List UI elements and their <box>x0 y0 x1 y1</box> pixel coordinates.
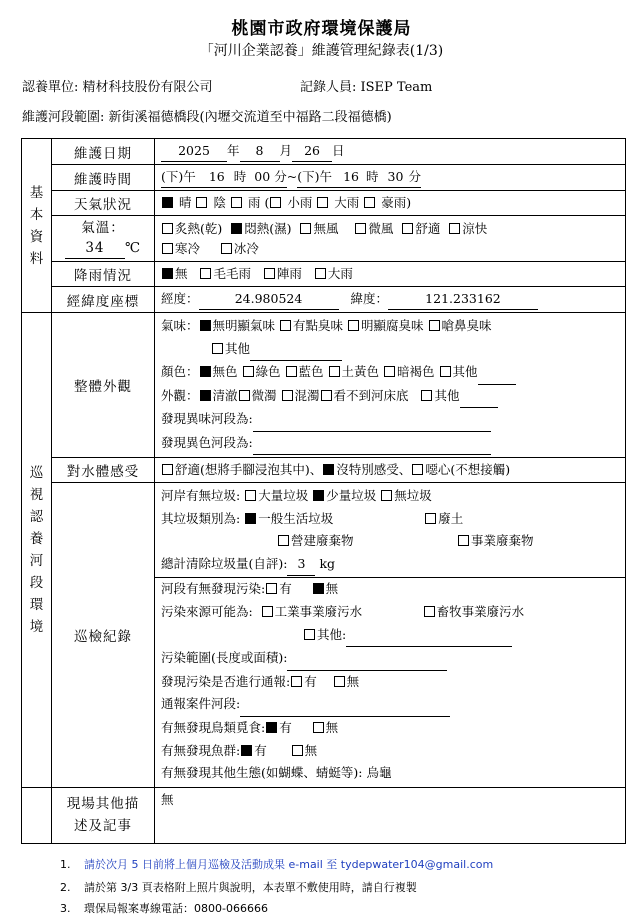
coordinate-label: 經緯度座標 <box>52 287 155 313</box>
appearance-options: 氣味： 無明顯氣味 有點臭味 明顯腐臭味 嗆鼻臭味 其他 顏色： 無色 綠色 藍色 土黃色 暗褐色 其他 外觀： 清澈 微濁 混濁 看不到河床底 其他 發現異味河段為: 發現異色河段為: <box>155 313 626 458</box>
checkbox-checked-icon[interactable] <box>245 513 256 524</box>
checkbox-checked-icon[interactable] <box>162 268 173 279</box>
checkbox-icon[interactable] <box>221 243 232 254</box>
checkbox-icon[interactable] <box>278 535 289 546</box>
checkbox-icon[interactable] <box>355 223 366 234</box>
temperature-cell: 氣溫： 34 ℃ <box>52 216 155 262</box>
water-feel-label: 對水體感受 <box>52 458 155 483</box>
water-feel-options: 舒適(想將手腳浸泡其中)、 沒特別感受、 噁心(不想接觸) <box>155 458 626 483</box>
checkbox-icon[interactable] <box>162 464 173 475</box>
color-section-label: 發現異色河段為: <box>161 434 253 450</box>
section-basic: 基本資料 <box>22 139 52 313</box>
rain-options: 無 毛毛雨 陣雨 大雨 <box>155 262 626 287</box>
adopting-unit: 認養單位: 精材科技股份有限公司 <box>22 80 213 95</box>
checkbox-icon[interactable] <box>449 223 460 234</box>
checkbox-icon[interactable] <box>364 197 375 208</box>
appearance-label: 整體外觀 <box>52 313 155 458</box>
checkbox-icon[interactable] <box>162 243 173 254</box>
checkbox-icon[interactable] <box>200 268 211 279</box>
date-value: 2025 年 8 月 26 日 <box>155 139 626 165</box>
checkbox-icon[interactable] <box>440 366 451 377</box>
checkbox-icon[interactable] <box>270 197 281 208</box>
time-value: (下)午 16 時 00 分~(下)午 16 時 30 分 <box>155 165 626 191</box>
checkbox-checked-icon[interactable] <box>231 223 242 234</box>
checkbox-icon[interactable] <box>412 464 423 475</box>
note-1-text[interactable]: 請於次月 5 日前將上個月巡檢及活動成果 e-mail 至 tydepwater104@gmail.com <box>84 858 494 871</box>
checkbox-icon[interactable] <box>429 320 440 331</box>
coordinate-value: 經度： 24.980524 緯度： 121.233162 <box>155 287 626 313</box>
checkbox-icon[interactable] <box>321 390 332 401</box>
checkbox-icon[interactable] <box>162 223 173 234</box>
section-patrol: 巡視認養河段環境 <box>22 313 52 788</box>
checkbox-checked-icon[interactable] <box>241 745 252 756</box>
document-title: 桃園市政府環境保護局 <box>231 19 412 39</box>
checkbox-icon[interactable] <box>243 366 254 377</box>
remarks-label: 現場其他描述及記事 <box>52 787 155 843</box>
note-1: 1. 請於次月 5 日前將上個月巡檢及活動成果 e-mail 至 tydepwater104@gmail.com <box>60 858 494 871</box>
checkbox-icon[interactable] <box>315 268 326 279</box>
checkbox-checked-icon[interactable] <box>200 366 211 377</box>
checkbox-icon[interactable] <box>329 366 340 377</box>
checkbox-icon[interactable] <box>266 583 277 594</box>
note-3: 3. 環保局報案專線電話：0800-066666 <box>60 902 268 915</box>
note-3-text: 環保局報案專線電話：0800-066666 <box>84 902 268 915</box>
checkbox-icon[interactable] <box>421 390 432 401</box>
rain-label: 降雨情況 <box>52 262 155 287</box>
checkbox-icon[interactable] <box>280 320 291 331</box>
checkbox-icon[interactable] <box>313 722 324 733</box>
checkbox-checked-icon[interactable] <box>313 583 324 594</box>
checkbox-icon[interactable] <box>425 513 436 524</box>
checkbox-icon[interactable] <box>239 390 250 401</box>
odor-section-label: 發現異味河段為: <box>161 411 253 426</box>
remarks-spacer <box>22 787 52 843</box>
inspection-record: 河岸有無垃圾: 大量垃圾 少量垃圾 無垃圾 其垃圾類別為: 一般生活垃圾 廢土 營建廢棄物 事業廢棄物 總計清除垃圾量(自評): 3 kg 河段有無發現污染: 有 無 污染來源可能為: 工業事業廢污水 畜牧事業廢污水 其他: 污染範圍(長度或面積): 發現污染是否進行通報: 有 無 通報案件河段: 有無發現鳥類覓食: 有 無 有無發現魚群: 有 無 有無發現其他生態(如蝴蝶、蜻蜓等): 烏龜 <box>155 483 626 788</box>
checkbox-icon[interactable] <box>231 197 242 208</box>
checkbox-checked-icon[interactable] <box>200 320 211 331</box>
checkbox-icon[interactable] <box>334 676 345 687</box>
checkbox-icon[interactable] <box>262 606 273 617</box>
record-form <box>21 138 626 844</box>
checkbox-checked-icon[interactable] <box>162 197 173 208</box>
inspection-label: 巡檢紀錄 <box>52 483 155 788</box>
checkbox-checked-icon[interactable] <box>313 490 324 501</box>
document-subtitle: 「河川企業認養」維護管理紀錄表(1/3) <box>199 43 444 59</box>
checkbox-icon[interactable] <box>292 745 303 756</box>
checkbox-checked-icon[interactable] <box>266 722 277 733</box>
checkbox-icon[interactable] <box>245 490 256 501</box>
checkbox-icon[interactable] <box>348 320 359 331</box>
checkbox-icon[interactable] <box>402 223 413 234</box>
date-label: 維護日期 <box>52 139 155 165</box>
checkbox-checked-icon[interactable] <box>323 464 334 475</box>
checkbox-checked-icon[interactable] <box>200 390 211 401</box>
note-2-text: 請於第 3/3 頁表格附上照片與說明，本表單不敷使用時，請自行複製 <box>84 881 417 894</box>
checkbox-icon[interactable] <box>424 606 435 617</box>
checkbox-icon[interactable] <box>291 676 302 687</box>
checkbox-icon[interactable] <box>300 223 311 234</box>
remarks-value[interactable]: 無 <box>155 787 626 843</box>
checkbox-icon[interactable] <box>286 366 297 377</box>
weather-label: 天氣狀況 <box>52 191 155 216</box>
note-2: 2. 請於第 3/3 頁表格附上照片與說明，本表單不敷使用時，請自行複製 <box>60 881 417 894</box>
checkbox-icon[interactable] <box>381 490 392 501</box>
checkbox-icon[interactable] <box>212 343 223 354</box>
checkbox-icon[interactable] <box>264 268 275 279</box>
checkbox-icon[interactable] <box>196 197 207 208</box>
checkbox-icon[interactable] <box>384 366 395 377</box>
weather-options: 晴 陰 雨 ( 小雨 大雨 豪雨) <box>155 191 626 216</box>
checkbox-icon[interactable] <box>282 390 293 401</box>
recorder: 記錄人員: ISEP Team <box>300 80 433 95</box>
time-label: 維護時間 <box>52 165 155 191</box>
checkbox-icon[interactable] <box>317 197 328 208</box>
maintenance-range: 維護河段範圍: 新街溪福德橋段(內壢交流道至中福路二段福德橋) <box>22 110 392 125</box>
checkbox-icon[interactable] <box>304 629 315 640</box>
checkbox-icon[interactable] <box>458 535 469 546</box>
temperature-feel: 炙熱(乾) 悶熱(濕) 無風 微風 舒適 涼快 寒冷 冰冷 <box>155 216 626 262</box>
